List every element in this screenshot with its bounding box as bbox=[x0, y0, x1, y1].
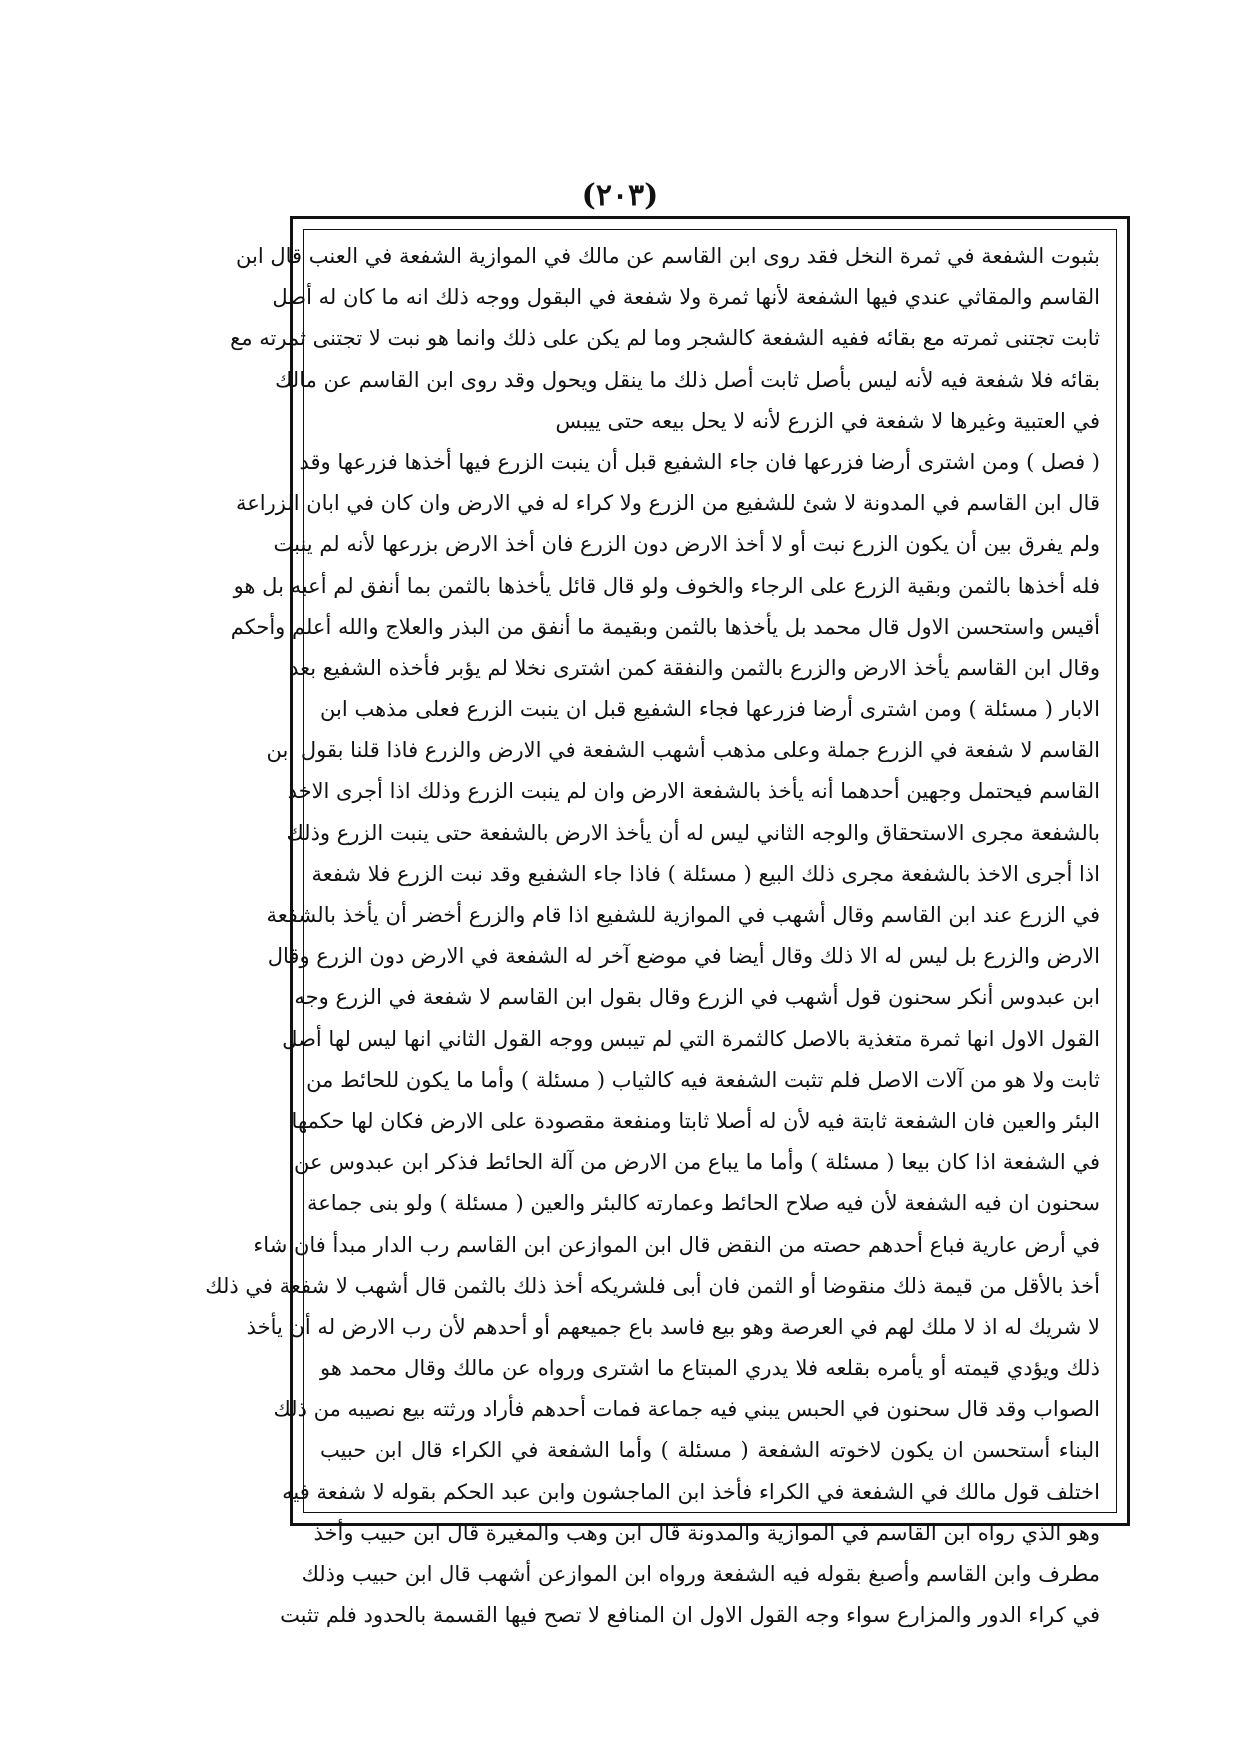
text-body bbox=[205, 236, 1100, 1636]
text-line: وهو الذي رواه ابن القاسم في الموازية والمدونة قال ابن وهب والمغيرة قال ابن حبيب وأخذ bbox=[313, 1520, 1100, 1545]
text-line: الارض والزرع بل ليس له الا ذلك وقال أيضا في موضع آخر له الشفعة في الارض دون الزرع وقال bbox=[267, 944, 1100, 969]
page-border-outer bbox=[205, 216, 1130, 1628]
text-line: ثابت ولا هو من آلات الاصل فلم تثبت الشفعة فيه كالثياب ( مسئلة ) وأما ما يكون للحائط من bbox=[306, 1067, 1100, 1092]
text-line: اختلف قول مالك في الشفعة في الكراء فأخذ ابن الماجشون وابن عبد الحكم بقوله لا شفعة فيه bbox=[282, 1479, 1100, 1504]
text-line: قال ابن القاسم في المدونة لا شئ للشفيع من الزرع ولا كراء له في الارض وان كان في ابان الزراعة bbox=[235, 491, 1100, 516]
text-line: الصواب وقد قال سحنون في الحبس يبني فيه جماعة فمات أحدهم فأراد ورثته بيع نصيبه من ذلك bbox=[273, 1397, 1100, 1422]
text-line: القول الاول انها ثمرة متغذية بالاصل كالثمرة التي لم تيبس ووجه القول الثاني انها ليس لها أصل bbox=[282, 1026, 1100, 1051]
text-line: أقيس واستحسن الاول قال محمد بل يأخذها بالثمن وبقيمة ما أنفق من البذر والعلاج والله أعلم وأحكم bbox=[230, 614, 1100, 639]
text-line: القاسم لا شفعة في الزرع جملة وعلى مذهب أشهب الشفعة في الارض والزرع فاذا قلنا بقول ابن bbox=[266, 738, 1100, 763]
text-line: ثابت تجتنى ثمرته مع بقائه ففيه الشفعة كالشجر وما لم يكن على ذلك وانما هو نبت لا تجتنى ثمرته مع bbox=[230, 326, 1100, 351]
text-line: بالشفعة مجرى الاستحقاق والوجه الثاني ليس له أن يأخذ الارض بالشفعة حتى ينبت الزرع وذلك bbox=[286, 820, 1100, 845]
text-line: فله أخذها بالثمن وبقية الزرع على الرجاء والخوف ولو قال قائل يأخذها بالثمن بما أنفق لم أعبه بل هو bbox=[233, 573, 1100, 598]
text-line: في العتبية وغيرها لا شفعة في الزرع لأنه لا يحل بيعه حتى ييبس bbox=[555, 408, 1100, 433]
text-line: بثبوت الشفعة في ثمرة النخل فقد روى ابن القاسم عن مالك في الموازية الشفعة في العنب قال ابن bbox=[236, 244, 1100, 268]
text-line: القاسم فيحتمل وجهين أحدهما أنه يأخذ بالشفعة الارض وان لم ينبت الزرع وذلك اذا أجرى الاخذ bbox=[287, 779, 1100, 804]
text-line: البئر والعين فان الشفعة ثابتة فيه لأن له أصلا ثابتا ومنفعة مقصودة على الارض فكان لها حكمها bbox=[291, 1108, 1100, 1133]
text-line: في كراء الدور والمزارع سواء وجه القول الاول ان المنافع لا تصح فيها القسمة بالحدود فلم تثبت bbox=[280, 1603, 1100, 1628]
text-line: في أرض عارية فباع أحدهم حصته من النقض قال ابن الموازعن ابن القاسم رب الدار مبدأ فان شاء bbox=[253, 1232, 1100, 1257]
text-line: القاسم والمقاثي عندي فيها الشفعة لأنها ثمرة ولا شفعة في البقول ووجه ذلك انه ما كان له أصل bbox=[272, 285, 1100, 310]
page-number: (٢٠٣) bbox=[581, 178, 659, 213]
page-border-inner bbox=[205, 229, 1117, 1628]
text-line: أخذ بالأقل من قيمة ذلك منقوضا أو الثمن فان أبى فلشريكه أخذ ذلك بالثمن قال أشهب لا شفعة في ذلك bbox=[205, 1273, 1100, 1298]
text-line: لا شريك له اذ لا ملك لهم في العرصة وهو بيع فاسد باع جميعهم أو أحدهم لأن رب الارض له أن يأخذ bbox=[246, 1314, 1100, 1339]
text-line: وقال ابن القاسم يأخذ الارض والزرع بالثمن والنفقة كمن اشترى نخلا لم يؤبر فأخذه الشفيع بعد bbox=[289, 655, 1100, 680]
text-line: الابار ( مسئلة ) ومن اشترى أرضا فزرعها فجاء الشفيع قبل ان ينبت الزرع فعلى مذهب ابن bbox=[320, 697, 1100, 722]
text-line: ابن عبدوس أنكر سحنون قول أشهب في الزرع وقال بقول ابن القاسم لا شفعة في الزرع وجه bbox=[294, 985, 1100, 1010]
text-line: في الزرع عند ابن القاسم وقال أشهب في الموازية للشفيع اذا قام والزرع أخضر أن يأخذ بالشفعة bbox=[266, 903, 1100, 927]
text-line: ولم يفرق بين أن يكون الزرع نبت أو لا أخذ الارض دون الزرع فان أخذ الارض بزرعها لأنه لم ينبت bbox=[273, 532, 1100, 557]
text-line: اذا أجرى الاخذ بالشفعة مجرى ذلك البيع ( مسئلة ) فاذا جاء الشفيع وقد نبت الزرع فلا شفعة bbox=[311, 861, 1100, 886]
text-line: البناء أستحسن ان يكون لاخوته الشفعة ( مسئلة ) وأما الشفعة في الكراء قال ابن حبيب bbox=[320, 1438, 1100, 1463]
text-line: ذلك ويؤدي قيمته أو يأمره بقلعه فلا يدري المبتاع ما اشترى ورواه عن مالك وقال محمد هو bbox=[320, 1356, 1100, 1381]
text-line: مطرف وابن القاسم وأصبغ بقوله فيه الشفعة ورواه ابن الموازعن أشهب قال ابن حبيب وذلك bbox=[301, 1562, 1100, 1586]
text-line: ( فصل ) ومن اشترى أرضا فزرعها فان جاء الشفيع قبل أن ينبت الزرع فيها أخذها فزرعها وقد bbox=[299, 449, 1100, 474]
text-line: بقائه فلا شفعة فيه لأنه ليس بأصل ثابت أصل ذلك ما ينقل ويحول وقد روى ابن القاسم عن مالك bbox=[275, 367, 1100, 392]
text-line: في الشفعة اذا كان بيعا ( مسئلة ) وأما ما يباع من الارض من آلة الحائط فذكر ابن عبدوس عن bbox=[294, 1150, 1100, 1175]
text-line: سحنون ان فيه الشفعة لأن فيه صلاح الحائط وعمارته كالبئر والعين ( مسئلة ) ولو بنى جماعة bbox=[307, 1191, 1100, 1216]
